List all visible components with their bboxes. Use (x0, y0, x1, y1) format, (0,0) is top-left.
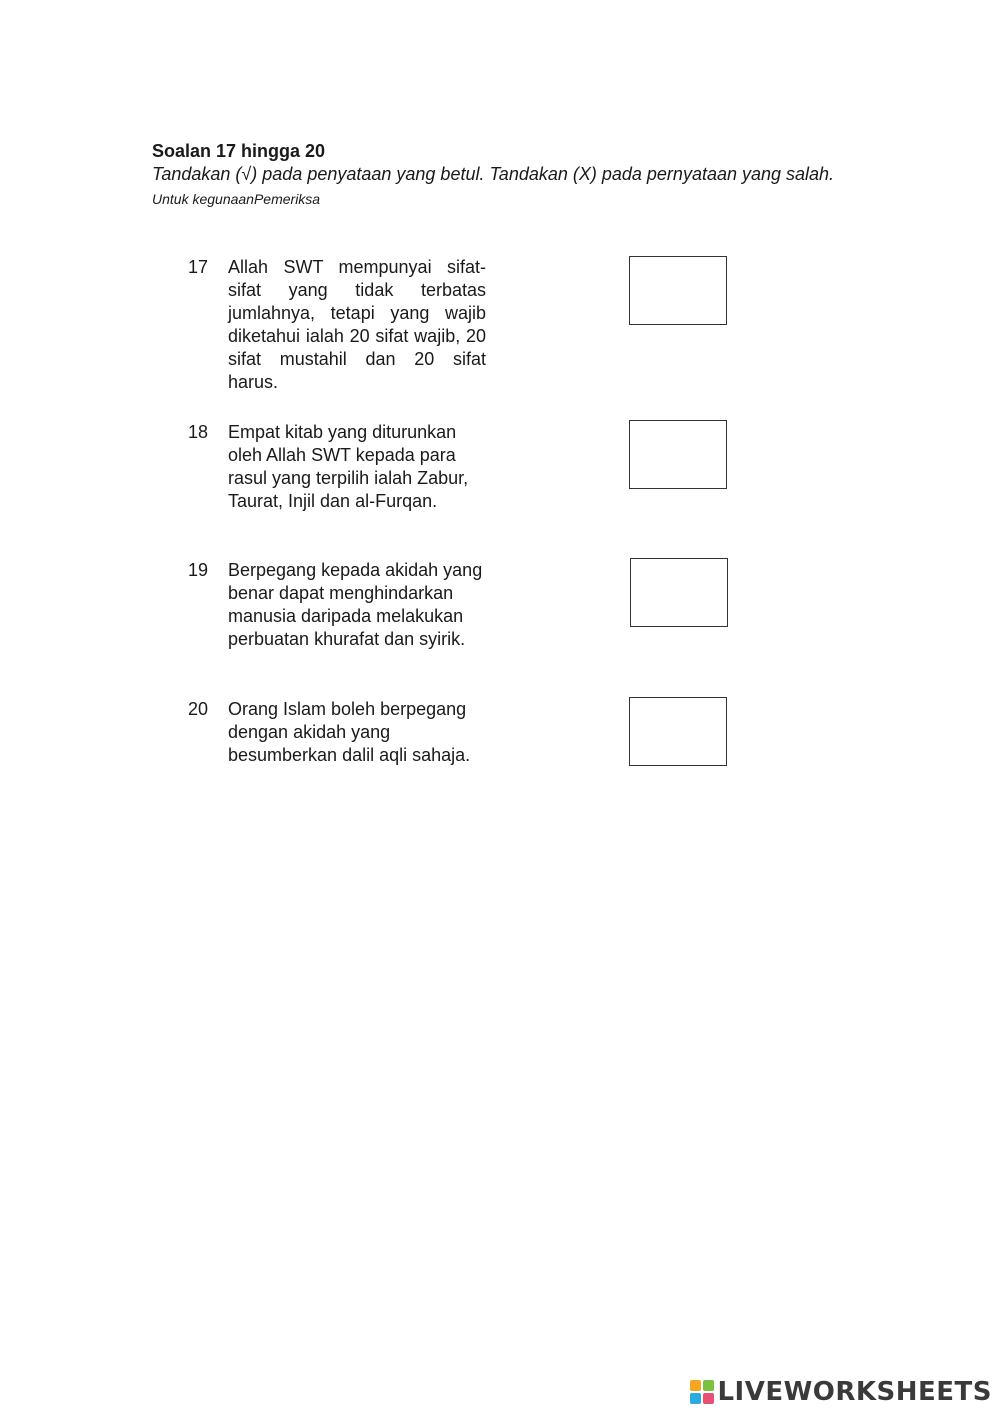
question-number: 20 (188, 699, 209, 719)
liveworksheets-logo (690, 1377, 992, 1407)
logo-square-4 (703, 1393, 714, 1404)
logo-mark-icon (690, 1380, 714, 1404)
answer-box-17[interactable] (629, 256, 727, 325)
answer-box-20[interactable] (629, 697, 727, 766)
answer-box-18[interactable] (629, 420, 727, 489)
question-number: 17 (188, 257, 209, 277)
section-title: Soalan 17 hingga 20 (152, 141, 326, 161)
question-text: Orang Islam boleh berpegang dengan akidah yang besumberkan dalil aqli sahaja. (228, 699, 471, 765)
question-text: Empat kitab yang diturunkan oleh Allah SWT kepada para rasul yang terpilih ialah Zabur, Taurat, Injil dan al-Furqan. (228, 422, 469, 511)
question-number: 19 (188, 560, 209, 580)
examiner-note: Untuk kegunaanPemeriksa (152, 191, 321, 207)
instruction-text: Tandakan (√) pada penyataan yang betul. Tandakan (X) pada pernyataan yang salah. (152, 164, 835, 184)
question-number: 18 (188, 422, 209, 442)
answer-box-19[interactable] (630, 558, 728, 627)
question-text: Berpegang kepada akidah yang benar dapat menghindarkan manusia daripada melakukan perbuatan khurafat dan syirik. (228, 560, 483, 649)
logo-square-3 (690, 1393, 701, 1404)
logo-text: LIVEWORKSHEETS (717, 1377, 992, 1407)
logo-square-1 (690, 1380, 701, 1391)
logo-square-2 (703, 1380, 714, 1391)
question-text: Allah SWT mempunyai sifat-sifat yang tidak terbatas jumlahnya, tetapi yang wajib diketahui ialah 20 sifat wajib, 20 sifat mustahil dan 20 sifat harus. (228, 257, 486, 392)
